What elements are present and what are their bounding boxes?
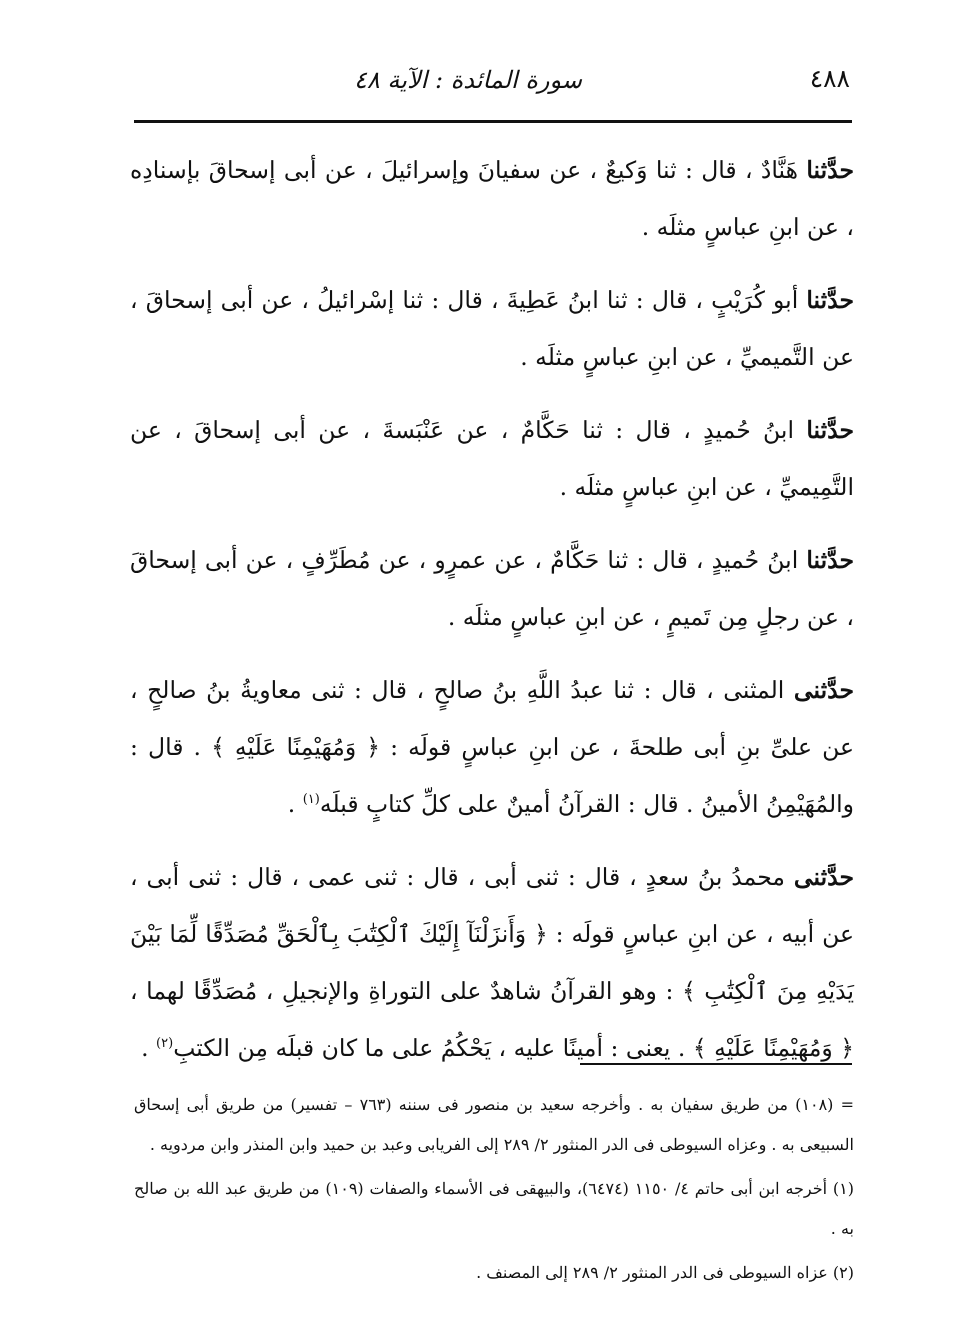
paragraph-tail: . (287, 790, 303, 818)
paragraph (130, 402, 854, 516)
footnote: (٢) عزاه السيوطى فى الدر المنثور ٢/ ٢٨٩ إلى المصنف . (476, 1263, 854, 1282)
page-number: ٤٨٨ (809, 64, 850, 93)
footnote: = (١٠٨) من طريق سفيان به . وأخرجه سعيد بن منصور فى سننه (٧٦٣ – تفسير) من طريق أبى إسحاق السبيعى به . وعزاه السيوطى فى الدر المنثور ٢/ ٢٨٩ إلى الفريابى وعبد بن حميد وابن المنذر وابن مردويه . (134, 1095, 854, 1154)
paragraph-lead: حدَّثنى (793, 863, 854, 891)
paragraph-lead: حدَّثنا (806, 286, 854, 314)
footnotes (134, 1085, 854, 1297)
paragraph-lead: حدَّثنى (793, 676, 854, 704)
paragraph (130, 142, 854, 256)
paragraph-text: ابنُ حُميدٍ ، قال : ثنا حَكَّامٌ ، عن عمرٍو ، عن مُطَرِّفٍ ، عن أبى إسحاقَ ، عن رجلٍ مِن تَميمٍ ، عن ابنِ عباسٍ مثلَه . (130, 546, 854, 631)
body-text (130, 142, 854, 1093)
paragraph (130, 532, 854, 646)
page-header (134, 62, 850, 102)
paragraph-text: ابنُ حُميدٍ ، قال : ثنا حَكَّامٌ ، عن عَنْبَسةَ ، عن أبى إسحاقَ ، عن التَّمِيميِّ ، عن ابنِ عباسٍ مثلَه . (130, 416, 854, 501)
footnote-ref[interactable]: (١) (302, 792, 320, 808)
paragraph-tail: . (141, 1034, 157, 1062)
header-rule (134, 120, 852, 123)
paragraph-text: المثنى ، قال : ثنا عبدُ اللَّهِ بنُ صالحٍ ، قال : ثنى معاويةُ بنُ صالحٍ ، عن علىِّ بنِ أبى طلحةَ ، عن ابنِ عباسٍ قولَه : ﴿ وَمُهَيْمِنًا عَلَيْهِ ﴾ . قال : والمُهَيْمِنُ الأمينُ . قال : القرآنُ أمينٌ على كلِّ كتابٍ قبلَه (130, 676, 854, 818)
paragraph-lead: حدَّثنا (806, 416, 854, 444)
footnote-rule (580, 1063, 852, 1065)
paragraph (130, 849, 854, 1077)
paragraph-lead: حدَّثنا (806, 156, 854, 184)
paragraph (130, 272, 854, 386)
running-title: سورة المائدة : الآية ٤٨ (354, 66, 582, 94)
paragraph-lead: حدَّثنا (806, 546, 854, 574)
paragraph-text: هَنَّادٌ ، قال : ثنا وَكيعٌ ، عن سفيانَ وإسرائيلَ ، عن أبى إسحاقَ بإسنادِه ، عن ابنِ عباسٍ مثلَه . (130, 156, 854, 241)
footnote: (١) أخرجه ابن أبى حاتم ٤/ ١١٥٠ (٦٤٧٤)، والبيهقى فى الأسماء والصفات (١٠٩) من طريق عبد الله بن صالح به . (134, 1179, 855, 1238)
paragraph-text: أبو كُرَيْبٍ ، قال : ثنا ابنُ عَطِيةَ ، قال : ثنا إسْرائيلُ ، عن أبى إسحاقَ ، عن التَّميميِّ ، عن ابنِ عباسٍ مثلَه . (130, 286, 854, 371)
paragraph (130, 662, 854, 833)
footnote-ref[interactable]: (٢) (156, 1036, 174, 1052)
paragraph-text: محمدُ بنُ سعدٍ ، قال : ثنى أبى ، قال : ثنى عمى ، قال : ثنى أبى ، عن أبيه ، عن ابنِ عباسٍ قولَه : ﴿ وَأَنزَلْنَآ إِلَيْكَ ٱلْكِتَٰبَ بِٱلْحَقِّ مُصَدِّقًا لِّمَا بَيْنَ يَدَيْهِ مِنَ ٱلْكِتَٰبِ ﴾ : وهو القرآنُ شاهدٌ على التوراةِ والإنجيلِ ، مُصَدِّقًا لهما ، ﴿ وَمُهَيْمِنًا عَلَيْهِ ﴾ . يعنى : أمينًا عليه ، يَحْكُمُ على ما كان قبلَه مِن الكتبِ (130, 863, 854, 1062)
